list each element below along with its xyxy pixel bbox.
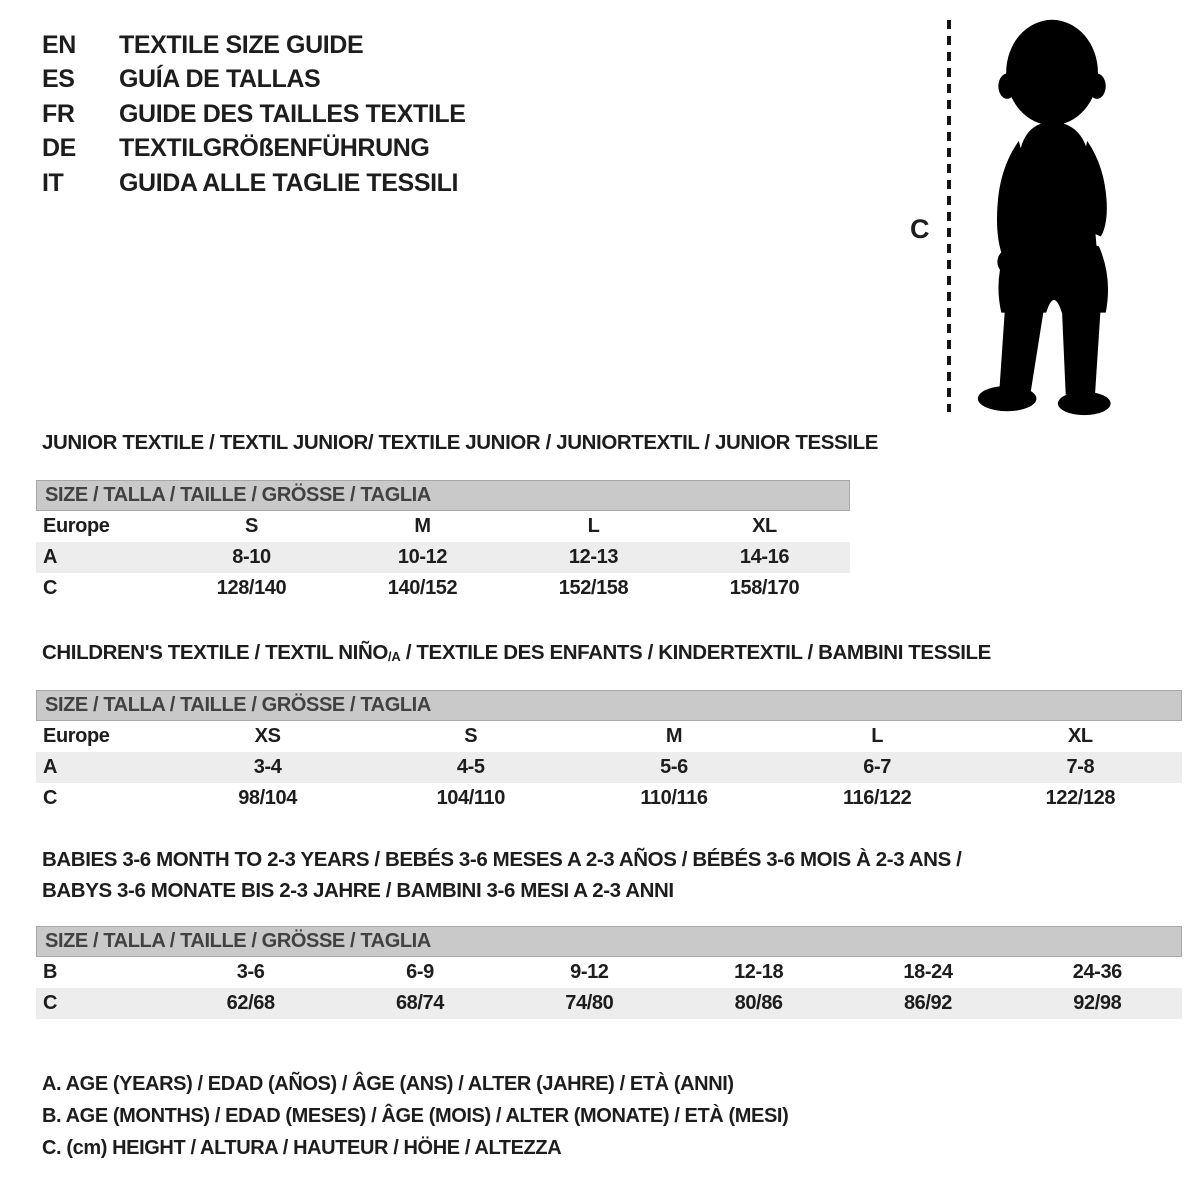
row-label-cell: C — [43, 992, 58, 1014]
junior-size-header-bar: SIZE / TALLA / TAILLE / GRÖSSE / TAGLIA — [36, 480, 850, 511]
children-size-table — [36, 690, 1182, 814]
legend-line-b: B. AGE (MONTHS) / EDAD (MESES) / ÂGE (MOIS) / ALTER (MONATE) / ETÀ (MESI) — [42, 1105, 789, 1127]
language-guide-title: GUIDE DES TAILLES TEXTILE — [119, 99, 466, 128]
dashed-height-line — [947, 20, 951, 412]
language-code: EN — [42, 30, 76, 59]
value-cell: 6-9 — [406, 961, 434, 983]
language-guide-title: GUIDA ALLE TAGLIE TESSILI — [119, 168, 459, 197]
value-cell: S — [245, 515, 258, 537]
table-row — [36, 752, 1182, 783]
value-cell: 68/74 — [395, 992, 445, 1014]
value-cell: 92/98 — [1073, 992, 1122, 1014]
value-cell: 104/110 — [436, 787, 505, 809]
babies-table-body — [36, 957, 1182, 1019]
babies-heading-line1: BABIES 3-6 MONTH TO 2-3 YEARS / BEBÉS 3-6 MESES A 2-3 AÑOS / BÉBÉS 3-6 MOIS À 2-3 ANS / — [42, 848, 962, 871]
value-cell: 140/152 — [387, 577, 458, 599]
value-cell: 86/92 — [903, 992, 952, 1014]
value-cell: 18-24 — [903, 961, 953, 983]
legend-line-c: C. (cm) HEIGHT / ALTURA / HAUTEUR / HÖHE / ALTEZZA — [42, 1137, 562, 1159]
value-cell: S — [464, 725, 478, 747]
table-row — [36, 783, 1182, 814]
value-cell: 122/128 — [1045, 787, 1116, 809]
babies-section-heading — [42, 844, 961, 906]
language-code: FR — [42, 99, 75, 128]
children-heading-subscript: /A — [387, 649, 401, 664]
children-heading-main: CHILDREN'S TEXTILE / TEXTIL NIÑO — [42, 641, 388, 664]
legend-line-a: A. AGE (YEARS) / EDAD (AÑOS) / ÂGE (ANS) / ALTER (JAHRE) / ETÀ (ANNI) — [42, 1073, 734, 1095]
language-code: IT — [42, 168, 64, 197]
junior-section-heading: JUNIOR TEXTILE / TEXTIL JUNIOR/ TEXTILE JUNIOR / JUNIORTEXTIL / JUNIOR TESSILE — [42, 431, 878, 454]
children-table-body — [36, 721, 1182, 814]
value-cell: 5-6 — [660, 756, 688, 778]
value-cell: XS — [254, 725, 281, 747]
row-label-cell: C — [43, 577, 58, 599]
babies-heading-line2: BABYS 3-6 MONATE BIS 2-3 JAHRE / BAMBINI 3-6 MESI A 2-3 ANNI — [42, 879, 674, 902]
value-cell: 62/68 — [226, 992, 275, 1014]
value-cell: 110/116 — [640, 787, 708, 809]
value-cell: 3-6 — [236, 961, 265, 983]
value-cell: 12-13 — [568, 546, 619, 568]
junior-table-body — [36, 511, 850, 604]
row-label-cell: Europe — [43, 725, 110, 747]
height-measure-figure — [900, 12, 1170, 424]
language-code: DE — [42, 134, 76, 163]
children-section-heading — [42, 641, 991, 665]
value-cell: 10-12 — [397, 546, 448, 568]
measurement-legend — [42, 1068, 788, 1164]
value-cell: XL — [752, 515, 777, 537]
table-row — [36, 957, 1182, 988]
value-cell: 116/122 — [842, 787, 912, 809]
value-cell: 7-8 — [1066, 756, 1095, 778]
value-cell: XL — [1067, 725, 1093, 747]
language-row — [42, 97, 466, 132]
value-cell: M — [414, 515, 431, 537]
language-row — [42, 63, 466, 98]
value-cell: 14-16 — [739, 546, 790, 568]
value-cell: 6-7 — [863, 756, 892, 778]
language-code: ES — [42, 65, 75, 94]
row-label-cell: A — [43, 546, 58, 568]
value-cell: M — [665, 725, 683, 747]
table-row — [36, 573, 850, 604]
babies-size-header-bar: SIZE / TALLA / TAILLE / GRÖSSE / TAGLIA — [36, 926, 1182, 957]
value-cell: 80/86 — [734, 992, 783, 1014]
language-guide-title: TEXTILGRÖßENFÜHRUNG — [119, 134, 430, 163]
value-cell: 3-4 — [253, 756, 282, 778]
table-row — [36, 988, 1182, 1019]
language-row — [42, 28, 466, 63]
junior-size-table — [36, 480, 850, 604]
table-row — [36, 542, 850, 573]
row-label-cell: A — [43, 756, 58, 778]
language-guide-title: GUÍA DE TALLAS — [119, 65, 321, 94]
toddler-silhouette-image — [962, 12, 1146, 422]
language-title-list — [42, 28, 466, 201]
value-cell: 12-18 — [734, 961, 784, 983]
height-c-label: C — [910, 214, 930, 244]
row-label-cell: Europe — [43, 515, 110, 537]
children-size-header-bar: SIZE / TALLA / TAILLE / GRÖSSE / TAGLIA — [36, 690, 1182, 721]
children-heading-rest: / TEXTILE DES ENFANTS / KINDERTEXTIL / BAMBINI TESSILE — [400, 641, 991, 664]
value-cell: 74/80 — [565, 992, 614, 1014]
value-cell: L — [587, 515, 600, 537]
row-label-cell: B — [43, 961, 58, 983]
table-row — [36, 511, 850, 542]
value-cell: L — [871, 725, 884, 747]
row-label-cell: C — [43, 787, 58, 809]
value-cell: 128/140 — [216, 577, 287, 599]
value-cell: 24-36 — [1072, 961, 1122, 983]
value-cell: 9-12 — [570, 961, 609, 983]
table-row — [36, 721, 1182, 752]
value-cell: 4-5 — [456, 756, 485, 778]
value-cell: 98/104 — [238, 787, 297, 809]
value-cell: 158/170 — [729, 577, 800, 599]
language-guide-title: TEXTILE SIZE GUIDE — [119, 30, 364, 59]
language-row — [42, 166, 466, 201]
value-cell: 152/158 — [558, 577, 629, 599]
language-row — [42, 132, 466, 167]
value-cell: 8-10 — [232, 546, 271, 568]
babies-size-table — [36, 926, 1182, 1019]
